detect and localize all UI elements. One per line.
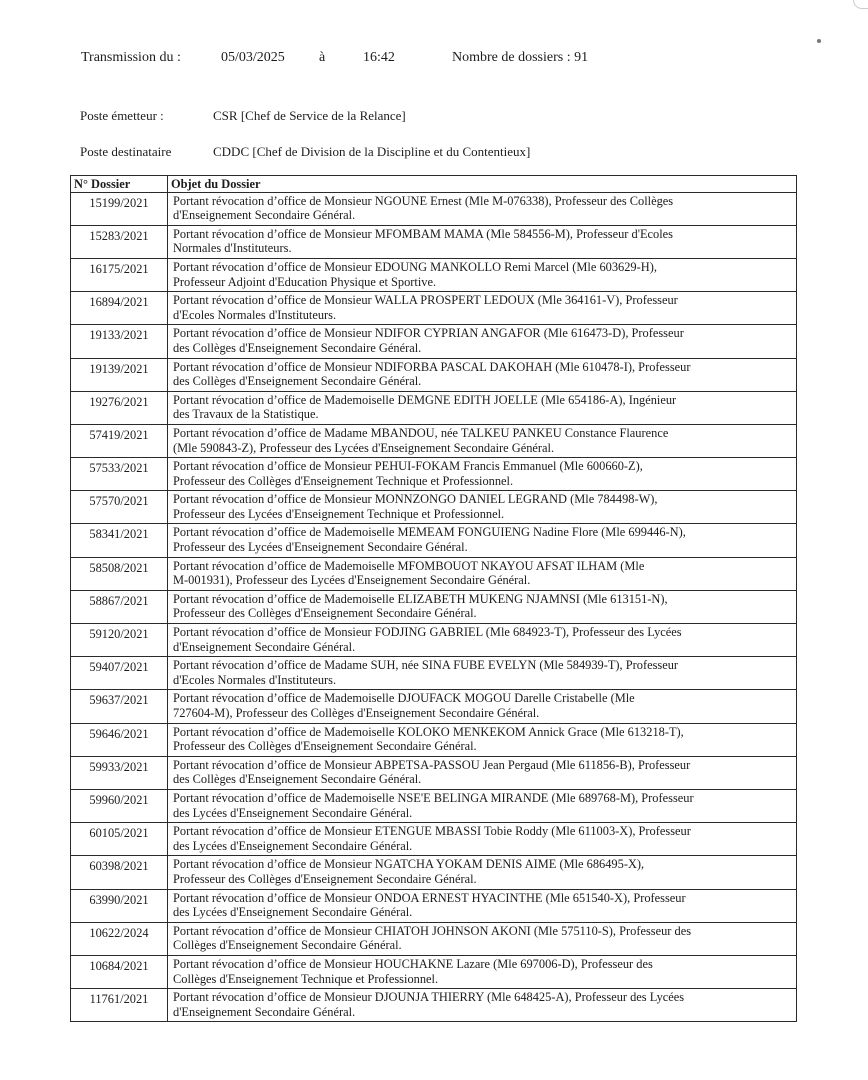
dossier-object-line-2: d'Enseignement Secondaire Général.	[173, 639, 356, 654]
dossier-object	[168, 424, 797, 457]
dossier-object-line-1: Portant révocation d’office de Monsieur ETENGUE MBASSI Tobie Roddy (Mle 611003-X), Professeur	[173, 824, 691, 839]
dossier-number: 57419/2021	[71, 424, 168, 457]
dossier-object	[168, 690, 797, 723]
dossier-table	[70, 175, 797, 1022]
dossier-object	[168, 458, 797, 491]
dossier-number: 59960/2021	[71, 789, 168, 822]
dossier-object	[168, 955, 797, 988]
dossier-object-line-2: Professeur des Lycées d'Enseignement Secondaire Général.	[173, 540, 468, 555]
dossier-count: Nombre de dossiers : 91	[452, 50, 589, 65]
table-row	[71, 325, 797, 358]
dossier-object-line-2: 727604-M), Professeur des Collèges d'Enseignement Secondaire Général.	[173, 706, 540, 720]
dossier-number: 16175/2021	[71, 258, 168, 291]
dossier-object	[168, 823, 797, 856]
dossier-object	[168, 524, 797, 557]
dossier-object-line-2: des Lycées d'Enseignement Secondaire Général.	[173, 838, 413, 853]
dossier-object	[168, 192, 797, 225]
table-row	[71, 789, 797, 822]
dossier-object-line-2: Professeur Adjoint d'Education Physique et Sportive.	[173, 274, 437, 289]
dossier-object-line-1: Portant révocation d’office de Monsieur MONNZONGO DANIEL LEGRAND (Mle 784498-W),	[173, 492, 658, 507]
sender-label: Poste émetteur :	[80, 108, 164, 123]
dossier-object-line-2: d'Ecoles Normales d'Instituteurs.	[173, 672, 337, 687]
dossier-object	[168, 889, 797, 922]
dossier-object-line-1: Portant révocation d’office de Monsieur FODJING GABRIEL (Mle 684923-T), Professeur des Lycées	[173, 625, 682, 640]
transmission-a: à	[319, 50, 326, 65]
table-row	[71, 225, 797, 258]
table-row	[71, 922, 797, 955]
dossier-number: 57570/2021	[71, 491, 168, 524]
dossier-object-line-1: Portant révocation d’office de Mademoiselle KOLOKO MENKEKOM Annick Grace (Mle 613218-T),	[173, 724, 684, 739]
transmission-label: Transmission du :	[81, 50, 181, 65]
dossier-object-line-2: Professeur des Collèges d'Enseignement Technique et Professionnel.	[173, 473, 514, 488]
dossier-object-line-2: Professeur des Collèges d'Enseignement Secondaire Général.	[173, 739, 477, 754]
dossier-number: 57533/2021	[71, 458, 168, 491]
dossier-number: 59407/2021	[71, 657, 168, 690]
dossier-object	[168, 258, 797, 291]
dossier-object-line-1: Portant révocation d’office de Madame MBANDOU, née TALKEU PANKEU Constance Flaurence	[173, 425, 669, 440]
dossier-object-line-1: Portant révocation d’office de Mademoiselle DJOUFACK MOGOU Darelle Cristabelle (Mle	[173, 691, 635, 706]
dossier-object-line-2: des Collèges d'Enseignement Secondaire Général.	[173, 340, 422, 355]
dossier-number: 11761/2021	[71, 989, 168, 1022]
table-row	[71, 989, 797, 1022]
table-row	[71, 590, 797, 623]
table-row	[71, 258, 797, 291]
dossier-object	[168, 590, 797, 623]
table-row	[71, 889, 797, 922]
dossier-object-line-2: d'Enseignement Secondaire Général.	[173, 1004, 356, 1019]
table-row	[71, 424, 797, 457]
dossier-object	[168, 657, 797, 690]
scan-speck	[817, 39, 821, 43]
table-row	[71, 491, 797, 524]
dossier-object	[168, 624, 797, 657]
dossier-object-line-2: des Collèges d'Enseignement Secondaire Général.	[173, 772, 422, 787]
table-row	[71, 458, 797, 491]
dossier-number: 63990/2021	[71, 889, 168, 922]
table-row	[71, 823, 797, 856]
table-row	[71, 557, 797, 590]
dossier-number: 19133/2021	[71, 325, 168, 358]
dossier-object-line-1: Portant révocation d’office de Monsieur NDIFOR CYPRIAN ANGAFOR (Mle 616473-D), Professeur	[173, 326, 684, 341]
dossier-object	[168, 358, 797, 391]
dossier-number: 19276/2021	[71, 391, 168, 424]
dossier-object-line-1: Portant révocation d’office de Monsieur DJOUNJA THIERRY (Mle 648425-A), Professeur des Lycées	[173, 990, 685, 1005]
dossier-number: 10622/2024	[71, 922, 168, 955]
dossier-object-line-2: des Lycées d'Enseignement Secondaire Général.	[173, 905, 413, 920]
dossier-object	[168, 557, 797, 590]
dossier-object-line-2: (Mle 590843-Z), Professeur des Lycées d'Enseignement Secondaire Général.	[173, 440, 555, 455]
dossier-object-line-1: Portant révocation d’office de Mademoiselle MEMEAM FONGUIENG Nadine Flore (Mle 699446-N),	[173, 525, 686, 540]
table-row	[71, 292, 797, 325]
dossier-object	[168, 789, 797, 822]
dossier-object-line-1: Portant révocation d’office de Monsieur NDIFORBA PASCAL DAKOHAH (Mle 610478-I), Professeur	[173, 359, 691, 374]
dossier-number: 19139/2021	[71, 358, 168, 391]
recipient-value: CDDC [Chef de Division de la Discipline et du Contentieux]	[213, 144, 531, 159]
dossier-object-line-1: Portant révocation d’office de Monsieur NGOUNE Ernest (Mle M-076338), Professeur des Collèges	[173, 193, 674, 208]
table-row	[71, 657, 797, 690]
table-row	[71, 192, 797, 225]
dossier-object-line-2: Collèges d'Enseignement Technique et Professionnel.	[173, 971, 439, 986]
dossier-object	[168, 491, 797, 524]
dossier-object-line-1: Portant révocation d’office de Monsieur ABPETSA-PASSOU Jean Pergaud (Mle 611856-B), Professeur	[173, 757, 691, 772]
dossier-object-line-2: Professeur des Lycées d'Enseignement Technique et Professionnel.	[173, 506, 505, 521]
dossier-object-line-2: des Lycées d'Enseignement Secondaire Général.	[173, 805, 413, 820]
dossier-number: 10684/2021	[71, 955, 168, 988]
dossier-object-line-1: Portant révocation d’office de Monsieur CHIATOH JOHNSON AKONI (Mle 575110-S), Professeur des	[173, 923, 692, 938]
dossier-object	[168, 325, 797, 358]
dossier-number: 59120/2021	[71, 624, 168, 657]
dossier-object	[168, 225, 797, 258]
table-row	[71, 391, 797, 424]
table-row	[71, 624, 797, 657]
dossier-object-line-1: Portant révocation d’office de Monsieur NGATCHA YOKAM DENIS AIME (Mle 686495-X),	[173, 857, 645, 872]
dossier-object	[168, 922, 797, 955]
recipient-label: Poste destinataire	[80, 144, 172, 159]
dossier-number: 15283/2021	[71, 225, 168, 258]
dossier-number: 59637/2021	[71, 690, 168, 723]
dossier-object-line-1: Portant révocation d’office de Mademoiselle MFOMBOUOT NKAYOU AFSAT ILHAM (Mle	[173, 558, 645, 573]
dossier-object	[168, 723, 797, 756]
table-row	[71, 856, 797, 889]
dossier-object-line-1: Portant révocation d’office de Monsieur HOUCHAKNE Lazare (Mle 697006-D), Professeur des	[173, 956, 653, 971]
sender-value: CSR [Chef de Service de la Relance]	[213, 108, 406, 123]
dossier-number: 58341/2021	[71, 524, 168, 557]
dossier-object	[168, 756, 797, 789]
dossier-object-line-1: Portant révocation d’office de Mademoiselle ELIZABETH MUKENG NJAMNSI (Mle 613151-N),	[173, 591, 668, 606]
dossier-object-line-1: Portant révocation d’office de Monsieur PEHUI-FOKAM Francis Emmanuel (Mle 600660-Z),	[173, 459, 643, 474]
dossier-number: 16894/2021	[71, 292, 168, 325]
table-row	[71, 690, 797, 723]
dossier-object-line-1: Portant révocation d’office de Mademoiselle NSE'E BELINGA MIRANDE (Mle 689768-M), Professeur	[173, 790, 694, 805]
dossier-number: 58508/2021	[71, 557, 168, 590]
dossier-object-line-1: Portant révocation d’office de Monsieur WALLA PROSPERT LEDOUX (Mle 364161-V), Professeur	[173, 293, 678, 308]
dossier-object	[168, 292, 797, 325]
table-row	[71, 358, 797, 391]
dossier-object-line-1: Portant révocation d’office de Monsieur MFOMBAM MAMA (Mle 584556-M), Professeur d'Ecoles	[173, 226, 673, 241]
transmission-time: 16:42	[363, 50, 395, 65]
dossier-number: 59933/2021	[71, 756, 168, 789]
dossier-object-line-2: M-001931), Professeur des Lycées d'Enseignement Secondaire Général.	[173, 573, 531, 588]
dossier-object-line-2: d'Ecoles Normales d'Instituteurs.	[173, 307, 337, 322]
dossier-object-line-2: des Collèges d'Enseignement Secondaire Général.	[173, 374, 422, 389]
dossier-object-line-2: Collèges d'Enseignement Secondaire Général.	[173, 938, 402, 953]
dossier-object-line-2: d'Enseignement Secondaire Général.	[173, 208, 356, 223]
dossier-object-line-1: Portant révocation d’office de Monsieur ONDOA ERNEST HYACINTHE (Mle 651540-X), Professeur	[173, 890, 686, 905]
table-row	[71, 524, 797, 557]
dossier-object-line-1: Portant révocation d’office de Mademoiselle DEMGNE EDITH JOELLE (Mle 654186-A), Ingénieur	[173, 392, 677, 407]
table-header-row	[71, 176, 797, 193]
column-header-objet: Objet du Dossier	[168, 176, 797, 193]
table-row	[71, 955, 797, 988]
dossier-object-line-2: Professeur des Collèges d'Enseignement Secondaire Général.	[173, 606, 477, 621]
dossier-number: 59646/2021	[71, 723, 168, 756]
table-row	[71, 756, 797, 789]
dossier-object	[168, 391, 797, 424]
table-row	[71, 723, 797, 756]
dossier-number: 15199/2021	[71, 192, 168, 225]
dossier-object-line-1: Portant révocation d’office de Monsieur EDOUNG MANKOLLO Remi Marcel (Mle 603629-H),	[173, 259, 657, 274]
dossier-object-line-1: Portant révocation d’office de Madame SUH, née SINA FUBE EVELYN (Mle 584939-T), Professeur	[173, 658, 679, 673]
transmission-date: 05/03/2025	[221, 50, 285, 65]
column-header-dossier: N° Dossier	[71, 176, 168, 193]
dossier-number: 58867/2021	[71, 590, 168, 623]
page-corner-fold	[853, 0, 868, 9]
dossier-object	[168, 989, 797, 1022]
dossier-object-line-2: Normales d'Instituteurs.	[173, 241, 292, 256]
dossier-object-line-2: Professeur des Collèges d'Enseignement Secondaire Général.	[173, 871, 477, 886]
dossier-object	[168, 856, 797, 889]
table-body	[71, 192, 797, 1022]
dossier-number: 60105/2021	[71, 823, 168, 856]
dossier-object-line-2: des Travaux de la Statistique.	[173, 407, 319, 422]
dossier-number: 60398/2021	[71, 856, 168, 889]
